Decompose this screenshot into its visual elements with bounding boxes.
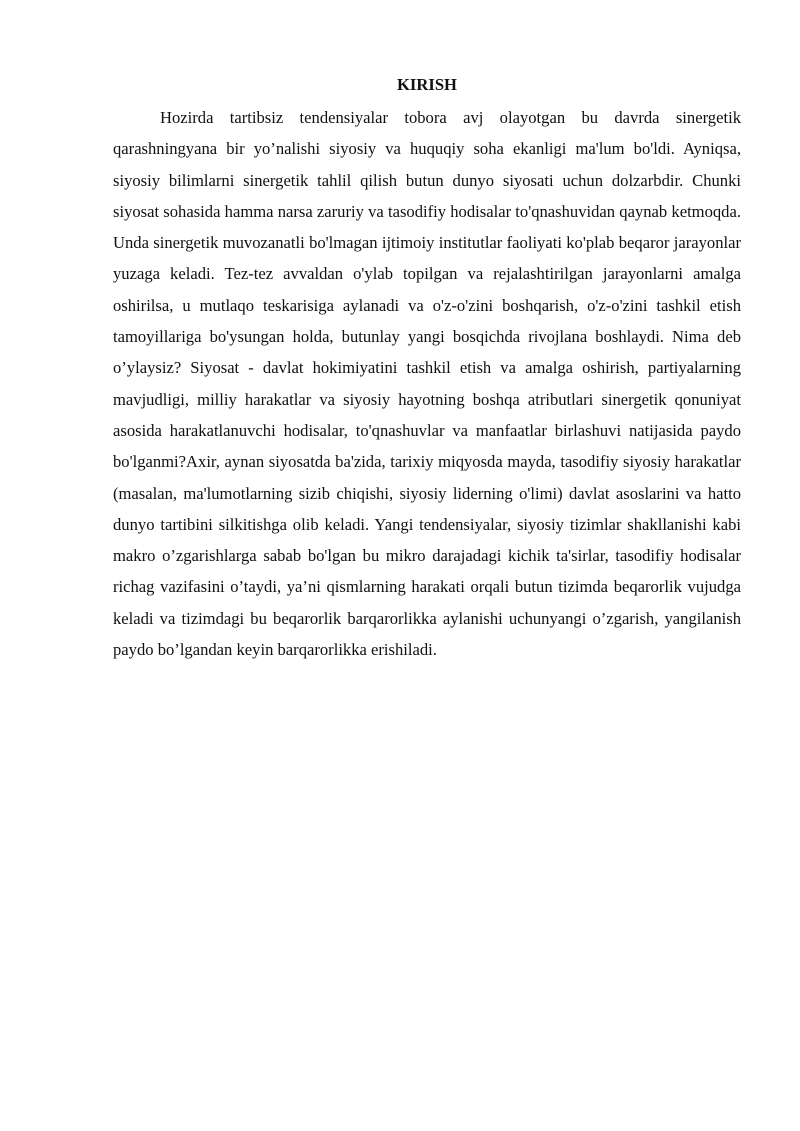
body-paragraph: Hozirda tartibsiz tendensiyalar tobora avj olayotgan bu davrda sinergetik qarashningyana bir yo’nalishi siyosiy va huquqiy soha ekanligi ma'lum bo'ldi. Ayniqsa, siyosiy bilimlarni sinergetik tahlil qilish butun dunyo siyosati uchun dolzarbdir. Chunki siyosat sohasida hamma narsa zaruriy va tasodifiy hodisalar to'qnashuvidan qaynab ketmoqda. Unda sinergetik muvozanatli bo'lmagan ijtimoiy institutlar faoliyati ko'plab beqaror jarayonlar yuzaga keladi. Tez-tez avvaldan o'ylab topilgan va rejalashtirilgan jarayonlarni amalga oshirilsa, u mutlaqo teskarisiga aylanadi va o'z-o'zini boshqarish, o'z-o'zini tashkil etish tamoyillariga bo'ysungan holda, butunlay yangi bosqichda rivojlana boshlaydi. Nima deb o’ylaysiz? Siyosat - davlat hokimiyatini tashkil etish va amalga oshirish, partiyalarning mavjudligi, milliy harakatlar va siyosiy hayotning boshqa atributlari sinergetik qonuniyat asosida harakatlanuvchi hodisalar, to'qnashuvlar va manfaatlar birlashuvi natijasida paydo bo'lganmi?Axir, aynan siyosatda ba'zida, tarixiy miqyosda mayda, tasodifiy siyosiy harakatlar (masalan, ma'lumotlarning sizib chiqishi, siyosiy liderning o'limi) davlat asoslarini va hatto dunyo tartibini silkitishga olib keladi. Yangi tendensiyalar, siyosiy tizimlar shakllanishi kabi makro o’zgarishlarga sabab bo'lgan bu mikro darajadagi kichik ta'sirlar, tasodifiy hodisalar richag vazifasini o’taydi, ya’ni qismlarning harakati orqali butun tizimda beqarorlik vujudga keladi va tizimdagi bu beqarorlik barqarorlikka aylanishi uchunyangi o’zgarish, yangilanish paydo bo’lgandan keyin barqarorlikka erishiladi. (113, 108, 741, 660)
document-body (113, 73, 741, 665)
section-title: KIRISH (397, 75, 457, 94)
